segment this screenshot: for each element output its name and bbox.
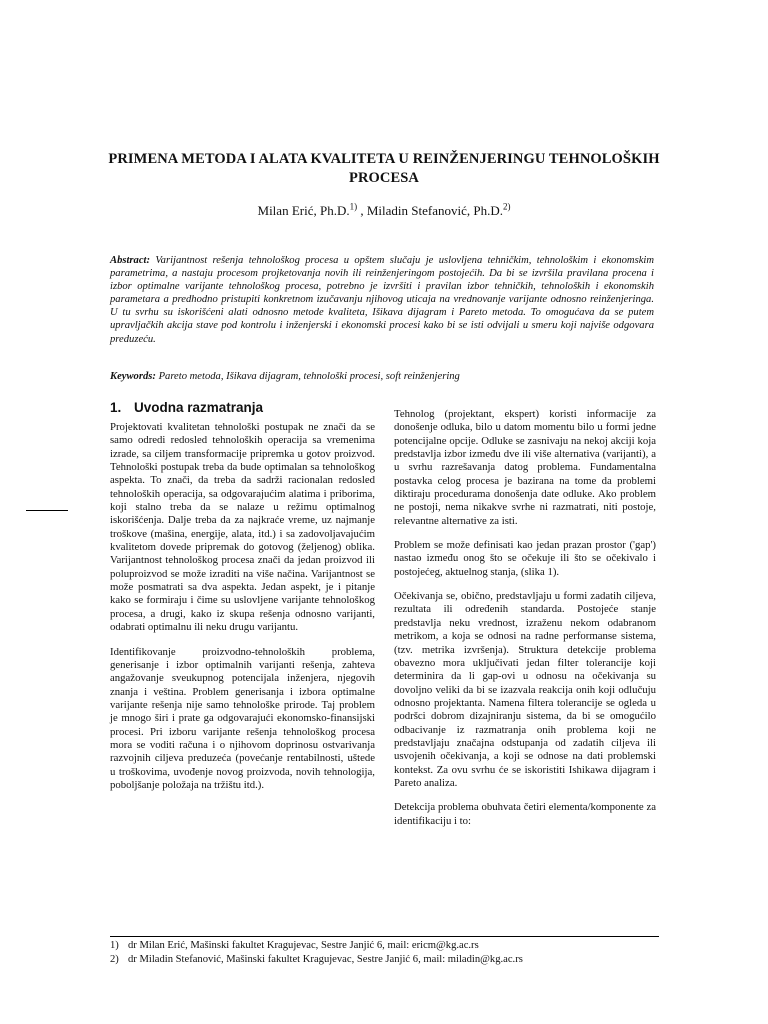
left-column	[110, 421, 375, 803]
paragraph: Očekivanja se, obično, predstavljaju u formi zadatih ciljeva, rezultata ili određenih standarda. Postojeće stanje predstavlja neku vrednost, izraženu nekom odabranom metrikom, a koja se odnosi na radne performanse sistema, (tzv. metrika izvršenja). Struktura detekcije problema obavezno mora uključivati jedan filter tolerancije koji determinira da li gap-ovi u odnosu na očekivanja su dovoljno veliki da bi se izazvala reakcija onih koji odlučuju odnosno projektanta. Namena filtera tolerancije se ogleda u podršci dobrom dizajniranju sistema, da bi se omogućilo odbacivanje iz razmatranja onih problema koji ne predstavljaju značajna odstupanja od zadatih ciljeva ili usvojenih očekivanja, a koji se odnose na dati problemski kontekst. Za ovu svrhu će se iskoristiti Ishikawa dijagram i Pareto analiza.	[394, 590, 656, 789]
paragraph: Identifikovanje proizvodno-tehnoloških problema, generisanje i izbor optimalnih varijanti rešenja, zahteva angažovanje sveukupnog potencijala inženjera, njegovih znanja i veština. Problem generisanja i izbora optimalne varijante rešenja nije samo tehnološke prirode. Taj problem je mnogo širi i prate ga odgovarajući ekonomsko-finansijski procesi. Pri izboru varijante rešenja tehnološkog procesa mora se voditi računa i o njihovom doprinosu ostvarivanja razvojnih ciljeva preduzeća (povećanje rentabilnosti, uštede u troškovima, uvođenje novog proizvoda, novih tehnologija, poboljšanje položaja na tržištu itd.).	[110, 645, 375, 791]
paragraph: Detekcija problema obuhvata četiri elementa/komponente za identifikaciju i to:	[394, 801, 656, 827]
footnote-divider	[110, 936, 659, 937]
footnote	[110, 939, 670, 953]
author-2-name: Miladin Stefanović, Ph.D.	[366, 203, 503, 218]
section-heading	[110, 400, 263, 416]
footnotes	[110, 939, 670, 967]
paragraph: Tehnolog (projektant, ekspert) koristi informacije za donošenje odluka, bilo u datom momentu bilo u formi jedne potencijalne opcije. Odluke se zasnivaju na nekoj akciji koja predstavlja izbor između dve ili više alternativa (varijanti), a u svrhu razrešavanja datog problema. Fundamentalna postavka celog procesa je bazirana na tome da problemi diktiraju procedurama donošenja date odluke. Ako problem ne postoji, nema nikakve svrhe ni razmatrati, niti postoje, relevantne alternative za isti.	[394, 408, 656, 527]
footnote	[110, 953, 670, 967]
paragraph: Problem se može definisati kao jedan prazan prostor ('gap') nastao između onog što se očekuje ili što se očekivalo i postojećeg, aktuelnog stanja, (slika 1).	[394, 539, 656, 578]
footnote-number: 2)	[110, 954, 119, 965]
author-separator: ,	[357, 203, 367, 218]
keywords-label: Keywords:	[110, 371, 156, 382]
section-title: Uvodna razmatranja	[134, 400, 264, 415]
paragraph: Projektovati kvalitetan tehnološki postupak ne znači da se samo odredi redosled tehnoloških operacija sa vremenima izrade, sa ciljem transformacije pripremka u gotov proizvod. Tehnološki postupak treba da bude optimalan sa tehnološkog aspekta. To znači, da treba da sadrži racionalan redosled tehnoloških operacija, sa odgovarajućim alatima i priborima, koji stalno treba da se nalaze u režimu optimalnog iskorišćenja. Dalje treba da za najkraće vreme, uz najmanje troškove (mašina, energije, alata, itd.) i sa zadovoljavajućim kvalitetom dovede pripremak do gotovog (željenog) oblika. Varijantnost tehnološkog procesa znači da jedan proizvod ili poluproizvod se može izraditi na više načina. Varijantnost se može posmatrati sa dva aspekta. Jedan aspekt, je i pitanje kako se formiraju i čime su uslovljene varijante tehnološkog procesa, a drugi, kako iz skupa rešenja odnosno varijanti, odabrati optimalnu ili neku drugu varijantu.	[110, 421, 375, 634]
author-1-affiliation-marker: 1)	[349, 201, 358, 212]
abstract-label: Abstract:	[110, 255, 151, 266]
keywords	[110, 370, 654, 383]
keywords-text: Pareto metoda, Išikava dijagram, tehnološki procesi, soft reinženjering	[158, 371, 460, 382]
footnote-number: 1)	[110, 940, 119, 951]
abstract	[110, 254, 654, 346]
author-line	[100, 203, 668, 219]
author-2-affiliation-marker: 2)	[502, 201, 511, 212]
margin-mark	[26, 510, 68, 511]
abstract-text: Varijantnost rešenja tehnološkog procesa u opštem slučaju je uslovljena tehničkim, tehnološkim i ekonomskim parametrima, a nastaju procesom projketovanja novih ili reinženjeringom postojećih. Da bi se izvršila pravilana procena i izbor optimalne varijante tehnološkog procesa, potrebno je izvršiti i pravilan izbor tehničkih, tehnoloških i ekonomskih parametara a predhodno pristupiti konkretnom izučavanju njihovog uticaja na vrednovanje varijante odnosno reinženjeringa. U tu svrhu su iskorišćeni alati odnosno metode kvaliteta, Išikava dijagram i Pareto metoda. To omogućava da se putem upravljačkih akcija stave pod kontrolu i inženjerski i ekonomski procesi kako bi se isti odvijali u smeru koji najviše odgovara preduzeću.	[110, 255, 654, 345]
section-number: 1.	[110, 400, 122, 415]
author-1-name: Milan Erić, Ph.D.	[257, 203, 350, 218]
paper-title: PRIMENA METODA I ALATA KVALITETA U REINŽENJERINGU TEHNOLOŠKIH PROCESA	[108, 151, 660, 186]
footnote-text: dr Milan Erić, Mašinski fakultet Kragujevac, Sestre Janjić 6, mail: ericm@kg.ac.rs	[128, 940, 479, 951]
footnote-text: dr Miladin Stefanović, Mašinski fakultet Kragujevac, Sestre Janjić 6, mail: miladin@kg.ac.rs	[128, 954, 523, 965]
right-column	[394, 408, 656, 839]
